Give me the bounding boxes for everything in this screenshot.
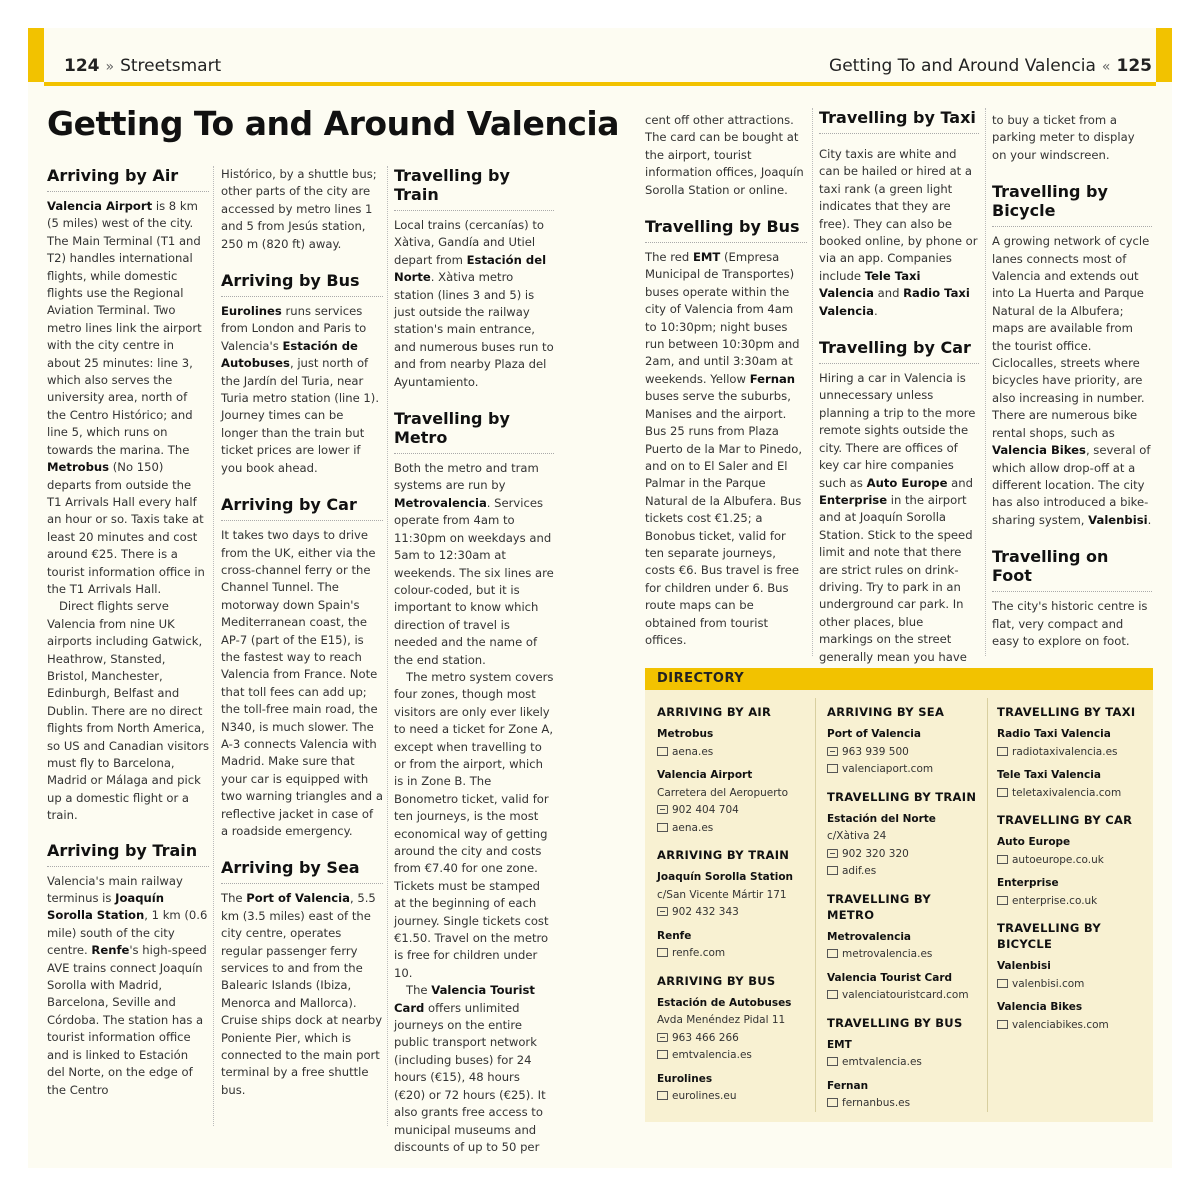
phone-icon: [657, 907, 668, 916]
paragraph: The city's historic centre is flat, very compact and easy to explore on foot.: [992, 599, 1148, 648]
page-title: Getting To and Around Valencia: [47, 104, 620, 143]
address: c/Xàtiva 24: [827, 830, 887, 842]
web-icon: [657, 1091, 668, 1100]
bold-term: Metrobus: [47, 460, 110, 475]
bold-term: Estación del Norte: [394, 252, 547, 285]
section-heading-arriving-car: Arriving by Car: [221, 495, 383, 521]
website-link[interactable]: valenciabikes.com: [997, 1017, 1147, 1035]
web-icon: [997, 747, 1008, 756]
website-link[interactable]: emtvalencia.es: [657, 1047, 812, 1065]
directory-entry: [997, 726, 1147, 761]
bold-term: Fernan: [749, 371, 796, 386]
web-icon: [827, 1098, 838, 1107]
phone-number: 902 320 320: [827, 846, 982, 864]
directory-entry-name: Joaquín Sorolla Station: [657, 871, 794, 883]
web-icon: [827, 990, 838, 999]
directory-entry: [997, 834, 1147, 869]
chevron-right-icon: »: [105, 59, 115, 75]
directory-entry: [657, 995, 812, 1065]
directory-category-title: TRAVELLING BY METRO: [827, 891, 931, 922]
text-column-1: [47, 166, 209, 1099]
paragraph: A growing network of cycle lanes connects most of Valencia and extends out into La Huerta and Parque Natural de la Albufera; maps are available from the tourist office. Ciclocalles, streets where bicycles have priority, are also increasing in number. There are numerous bike rental shops, such as Valencia Bikes, several of which allow drop-off at a different location. The city has also introduced a bike-sharing system, Valenbisi.: [992, 234, 1152, 527]
web-icon: [827, 1057, 838, 1066]
directory-entry: [827, 811, 982, 881]
paragraph: The red EMT (Empresa Municipal de Transportes) buses operate within the city of Valencia from 4am to 10:30pm; night buses run between 10:30pm and 2am, and until 3:30am at weekends. Yellow Fernan buses serve the suburbs, Manises and the airport. Bus 25 runs from Plaza Puerto de la Mar to Pinedo, and on to El Saler and El Palmar in the Parque Natural de la Albufera. Bus tickets cost €1.25; a Bonobus ticket, valid for ten separate journeys, costs €6. Bus travel is free for children under 6. Bus route maps can be obtained from tourist offices.: [645, 250, 803, 647]
directory-entry-name: EMT: [827, 1038, 852, 1051]
phone-icon: [657, 805, 668, 814]
website-link[interactable]: aena.es: [657, 820, 812, 838]
directory-entry-name: Metrobus: [657, 728, 714, 740]
web-icon: [997, 788, 1008, 797]
website-link[interactable]: adif.es: [827, 863, 982, 881]
section-heading-travelling-bus: Travelling by Bus: [645, 217, 807, 243]
website-link[interactable]: eurolines.eu: [657, 1088, 812, 1106]
directory-entry-name: Enterprise: [997, 877, 1059, 889]
directory-divider: [987, 698, 988, 1112]
website-link[interactable]: autoeurope.co.uk: [997, 852, 1147, 870]
directory-entry: [657, 726, 812, 761]
section-heading-travelling-foot: Travelling on Foot: [992, 547, 1152, 592]
section-heading-arriving-train: Arriving by Train: [47, 841, 209, 867]
website-link[interactable]: valenbisi.com: [997, 976, 1147, 994]
directory-entry: [827, 1078, 982, 1113]
directory-title: DIRECTORY: [657, 671, 745, 686]
directory-category: [657, 973, 812, 1106]
address: Avda Menéndez Pidal 11: [657, 1014, 786, 1026]
directory-category: [657, 847, 812, 963]
website-link[interactable]: valenciatouristcard.com: [827, 987, 982, 1005]
paragraph: It takes two days to drive from the UK, either via the cross-channel ferry or the Channel Tunnel. The motorway down Spain's Mediterranean coast, the AP-7 (part of the E15), is the fastest way to reach Valencia from France. Note that toll fees can add up; the toll-free main road, the N340, is much slower. The A-3 connects Valencia with Madrid. Make sure that your car is equipped with two warning triangles and a reflective jacket in case of a roadside emergency.: [221, 528, 383, 838]
directory-entry: [827, 726, 982, 779]
directory-category: [827, 789, 982, 881]
bold-term: Radio Taxi Valencia: [819, 286, 970, 318]
phone-number: 902 432 343: [657, 904, 812, 922]
phone-icon: [827, 747, 838, 756]
paragraph: The metro system covers four zones, though most visitors are only ever likely to need a ticket for Zone A, except when travelling to or from the airport, which is in Zone B. The Bonometro ticket, valid for ten journeys, is the most economical way of getting around the city and costs from €7.40 for one zone. Tickets must be stamped at the beginning of each journey. Single tickets cost €1.50. Travel on the metro is free for children under 10.: [394, 669, 554, 980]
text-column-2: [221, 166, 383, 1099]
directory-category-title: ARRIVING BY BUS: [657, 973, 776, 988]
paragraph: City taxis are white and can be hailed or hired at a taxi rank (a green light indicates that they are free). They can also be booked online, by phone or via an app. Companies include Tele Taxi Valencia and Radio Taxi Valencia.: [819, 147, 978, 318]
web-icon: [827, 764, 838, 773]
directory-entry: [657, 1071, 812, 1106]
text-column-3: [394, 166, 554, 1156]
website-link[interactable]: enterprise.co.uk: [997, 893, 1147, 911]
directory-column-1: [657, 704, 812, 1116]
directory-entry-name: Tele Taxi Valencia: [997, 769, 1101, 781]
bold-term: Eurolines: [221, 304, 282, 319]
directory-entry-name: Renfe: [657, 929, 692, 942]
directory-entry-name: Fernan: [827, 1079, 869, 1092]
chevron-left-icon: «: [1101, 59, 1111, 75]
website-link[interactable]: aena.es: [657, 744, 812, 762]
web-icon: [657, 747, 668, 756]
section-heading-arriving-sea: Arriving by Sea: [221, 858, 383, 884]
paragraph: cent off other attractions. The card can be bought at the airport, tourist information offices, Joaquín Sorolla Station or online.: [645, 113, 804, 197]
left-section-name: Streetsmart: [120, 56, 222, 76]
directory-entry-name: Estación del Norte: [827, 812, 936, 825]
directory-category-title: ARRIVING BY AIR: [657, 705, 772, 719]
paragraph: Eurolines runs services from London and Paris to Valencia's Estación de Autobuses, just north of the Jardín del Turia, near Turia metro station (line 1). Journey times can be longer than the train but ticket prices are lower if you book ahead.: [221, 304, 380, 475]
bold-term: Valencia Bikes: [992, 443, 1086, 458]
section-heading-travelling-metro: Travelling by Metro: [394, 409, 554, 454]
bold-term: Valencia Airport: [47, 199, 153, 213]
bold-term: Valencia Tourist Card: [394, 983, 535, 1015]
directory-category: [827, 891, 982, 1005]
web-icon: [827, 866, 838, 875]
directory-category-title: TRAVELLING BY BUS: [827, 1015, 963, 1030]
directory-box: [645, 668, 1153, 1122]
bold-term: EMT: [692, 250, 721, 265]
address: c/San Vicente Mártir 171: [657, 888, 787, 901]
website-link[interactable]: radiotaxivalencia.es: [997, 744, 1147, 762]
directory-entry: [997, 875, 1147, 910]
phone-icon: [827, 849, 838, 858]
directory-category-title: TRAVELLING BY CAR: [997, 813, 1133, 827]
address: Carretera del Aeropuerto: [657, 786, 789, 799]
website-link[interactable]: teletaxivalencia.com: [997, 785, 1147, 803]
directory-entry: [657, 767, 812, 837]
directory-category-title: ARRIVING BY SEA: [827, 705, 945, 719]
directory-entry-name: Metrovalencia: [827, 930, 912, 943]
directory-column-2: [827, 704, 982, 1123]
directory-category: [657, 704, 812, 837]
directory-category-title: TRAVELLING BY TAXI: [997, 705, 1136, 719]
directory-entry-name: Valenbisi: [997, 960, 1051, 972]
section-heading-arriving-air: Arriving by Air: [47, 166, 209, 192]
directory-category: [827, 1015, 982, 1113]
directory-entry-name: Auto Europe: [997, 836, 1071, 848]
directory-entry-name: Eurolines: [657, 1072, 713, 1085]
right-page-tab: [1156, 28, 1172, 82]
directory-category: [997, 812, 1147, 910]
website-link[interactable]: valenciaport.com: [827, 761, 982, 779]
web-icon: [997, 979, 1008, 988]
directory-entry: [997, 958, 1147, 993]
section-heading-travelling-car: Travelling by Car: [819, 338, 979, 364]
paragraph: Histórico, by a shuttle bus; other parts of the city are accessed by metro lines 1 and 5 from Jesús station, 250 m (820 ft) away.: [221, 167, 377, 251]
directory-header: [645, 668, 1153, 690]
column-divider: [812, 108, 813, 656]
phone-number: 963 466 266: [657, 1030, 812, 1048]
paragraph: Both the metro and tram systems are run by Metrovalencia. Services operate from 4am to 11:30pm on weekdays and 5am to 12:30am at weekends. The six lines are colour-coded, but it is important to know which direction of travel is needed and the name of the end station.: [394, 461, 554, 667]
directory-divider: [815, 698, 816, 1112]
directory-entry: [657, 869, 812, 922]
web-icon: [997, 1020, 1008, 1029]
directory-entry: [997, 767, 1147, 802]
directory-entry-name: Valencia Airport: [657, 769, 753, 781]
right-section-name: Getting To and Around Valencia: [829, 56, 1096, 76]
bold-term: Joaquín Sorolla Station: [47, 891, 165, 923]
directory-category-title: TRAVELLING BY TRAIN: [827, 789, 977, 804]
bold-term: Port of Valencia: [246, 891, 350, 906]
section-heading-arriving-bus: Arriving by Bus: [221, 271, 383, 297]
text-column-4: [645, 112, 807, 649]
directory-entry-name: Port of Valencia: [827, 728, 921, 740]
website-link[interactable]: fernanbus.es: [827, 1095, 982, 1113]
bold-term: Renfe: [91, 943, 130, 958]
section-heading-travelling-taxi: Travelling by Taxi: [819, 108, 979, 134]
right-page-number: 125: [1116, 56, 1152, 76]
directory-entry-name: Estación de Autobuses: [657, 996, 792, 1009]
directory-category-title: TRAVELLING BY BICYCLE: [997, 921, 1101, 951]
web-icon: [657, 1050, 668, 1059]
column-divider: [985, 108, 986, 656]
directory-column-3: [997, 704, 1147, 1044]
column-divider: [213, 166, 214, 1126]
website-link[interactable]: renfe.com: [657, 945, 812, 963]
left-page-tab: [28, 28, 44, 82]
directory-entry-name: Valencia Tourist Card: [827, 971, 953, 984]
directory-entry-name: Valencia Bikes: [997, 1001, 1083, 1013]
web-icon: [657, 823, 668, 832]
web-icon: [827, 949, 838, 958]
text-column-6: [992, 112, 1152, 650]
paragraph: The Port of Valencia, 5.5 km (3.5 miles) east of the city centre, operates regular passenger ferry services to and from the Balearic Islands (Ibiza, Menorca and Mallorca). Cruise ships dock at nearby Poniente Pier, which is connected to the main port terminal by a free shuttle bus.: [221, 891, 383, 1097]
phone-icon: [657, 1033, 668, 1042]
web-icon: [997, 855, 1008, 864]
bold-term: Enterprise: [819, 492, 888, 507]
web-icon: [997, 896, 1008, 905]
right-running-head: [829, 56, 1152, 76]
bold-term: Estación de Autobuses: [221, 338, 358, 371]
website-link[interactable]: metrovalencia.es: [827, 946, 982, 964]
left-page-number: 124: [64, 56, 100, 76]
directory-category: [997, 920, 1147, 1034]
directory-category-title: ARRIVING BY TRAIN: [657, 848, 790, 862]
directory-entry: [657, 928, 812, 963]
left-running-head: [64, 56, 221, 76]
directory-category: [997, 704, 1147, 802]
directory-entry-name: Radio Taxi Valencia: [997, 728, 1111, 740]
paragraph: to buy a ticket from a parking meter to display on your windscreen.: [992, 113, 1135, 162]
directory-entry: [827, 970, 982, 1005]
paragraph: Direct flights serve Valencia from nine UK airports including Gatwick, Heathrow, Stansted, Bristol, Manchester, Edinburgh, Belfast and Dublin. There are no direct flights from North America, so US and Canadian visitors must fly to Barcelona, Madrid or Málaga and pick up a domestic flight or a train.: [47, 599, 210, 823]
column-divider: [387, 166, 388, 1126]
bold-term: Auto Europe: [866, 475, 948, 490]
bold-term: Valenbisi: [1088, 512, 1148, 527]
directory-entry: [827, 929, 982, 964]
phone-number: 963 939 500: [827, 744, 982, 762]
paragraph: Hiring a car in Valencia is unnecessary unless planning a trip to the more remote sights outside the city. There are offices of key car hire companies such as Auto Europe and Enterprise in the airport and at Joaquín Sorolla Station. Stick to the speed limit and note that there are strict rules on drink-driving. Try to park in an underground car park. In other places, blue markings on the street generally mean you have: [819, 371, 976, 664]
directory-category: [827, 704, 982, 779]
phone-number: 902 404 704: [657, 802, 812, 820]
website-link[interactable]: emtvalencia.es: [827, 1054, 982, 1072]
text-column-5: [819, 108, 979, 666]
bold-term: Metrovalencia: [394, 495, 487, 510]
web-icon: [657, 948, 668, 957]
section-heading-travelling-train: Travelling by Train: [394, 166, 554, 211]
section-heading-travelling-bicycle: Travelling by Bicycle: [992, 182, 1152, 227]
bold-term: Tele Taxi Valencia: [819, 268, 921, 301]
paragraph: Local trains (cercanías) to Xàtiva, Gandía and Utiel depart from Estación del Norte. Xàtiva metro station (lines 3 and 5) is just outside the railway station's main entrance, and numerous buses run to and from nearby Plaza del Ayuntamiento.: [394, 218, 554, 389]
directory-entry: [997, 999, 1147, 1034]
paragraph: Valencia Airport is 8 km (5 miles) west of the city. The Main Terminal (T1 and T2) handles international flights, while domestic flights use the Regional Aviation Terminal. Two metro lines link the airport with the city centre in about 25 minutes: line 3, which also serves the university area, north of the Centro Histórico; and line 5, which runs on towards the marina. The Metrobus (No 150) departs from outside the T1 Arrivals Hall every half an hour or so. Taxis take at least 20 minutes and cost around €25. There is a tourist information office in the T1 Arrivals Hall.: [47, 199, 205, 596]
directory-entry: [827, 1037, 982, 1072]
running-header: [44, 50, 1156, 86]
paragraph: Valencia's main railway terminus is Joaquín Sorolla Station, 1 km (0.6 mile) south of the city centre. Renfe's high-speed AVE trains connect Joaquín Sorolla with Madrid, Barcelona, Seville and Córdoba. The station has a tourist information office and is linked to Estación del Norte, on the edge of the Centro: [47, 873, 208, 1097]
paragraph: The Valencia Tourist Card offers unlimited journeys on the entire public transport network (including buses) for 24 hours (€15), 48 hours (€20) or 72 hours (€25). It also grants free access to municipal museums and discounts of up to 50 per: [394, 983, 546, 1154]
